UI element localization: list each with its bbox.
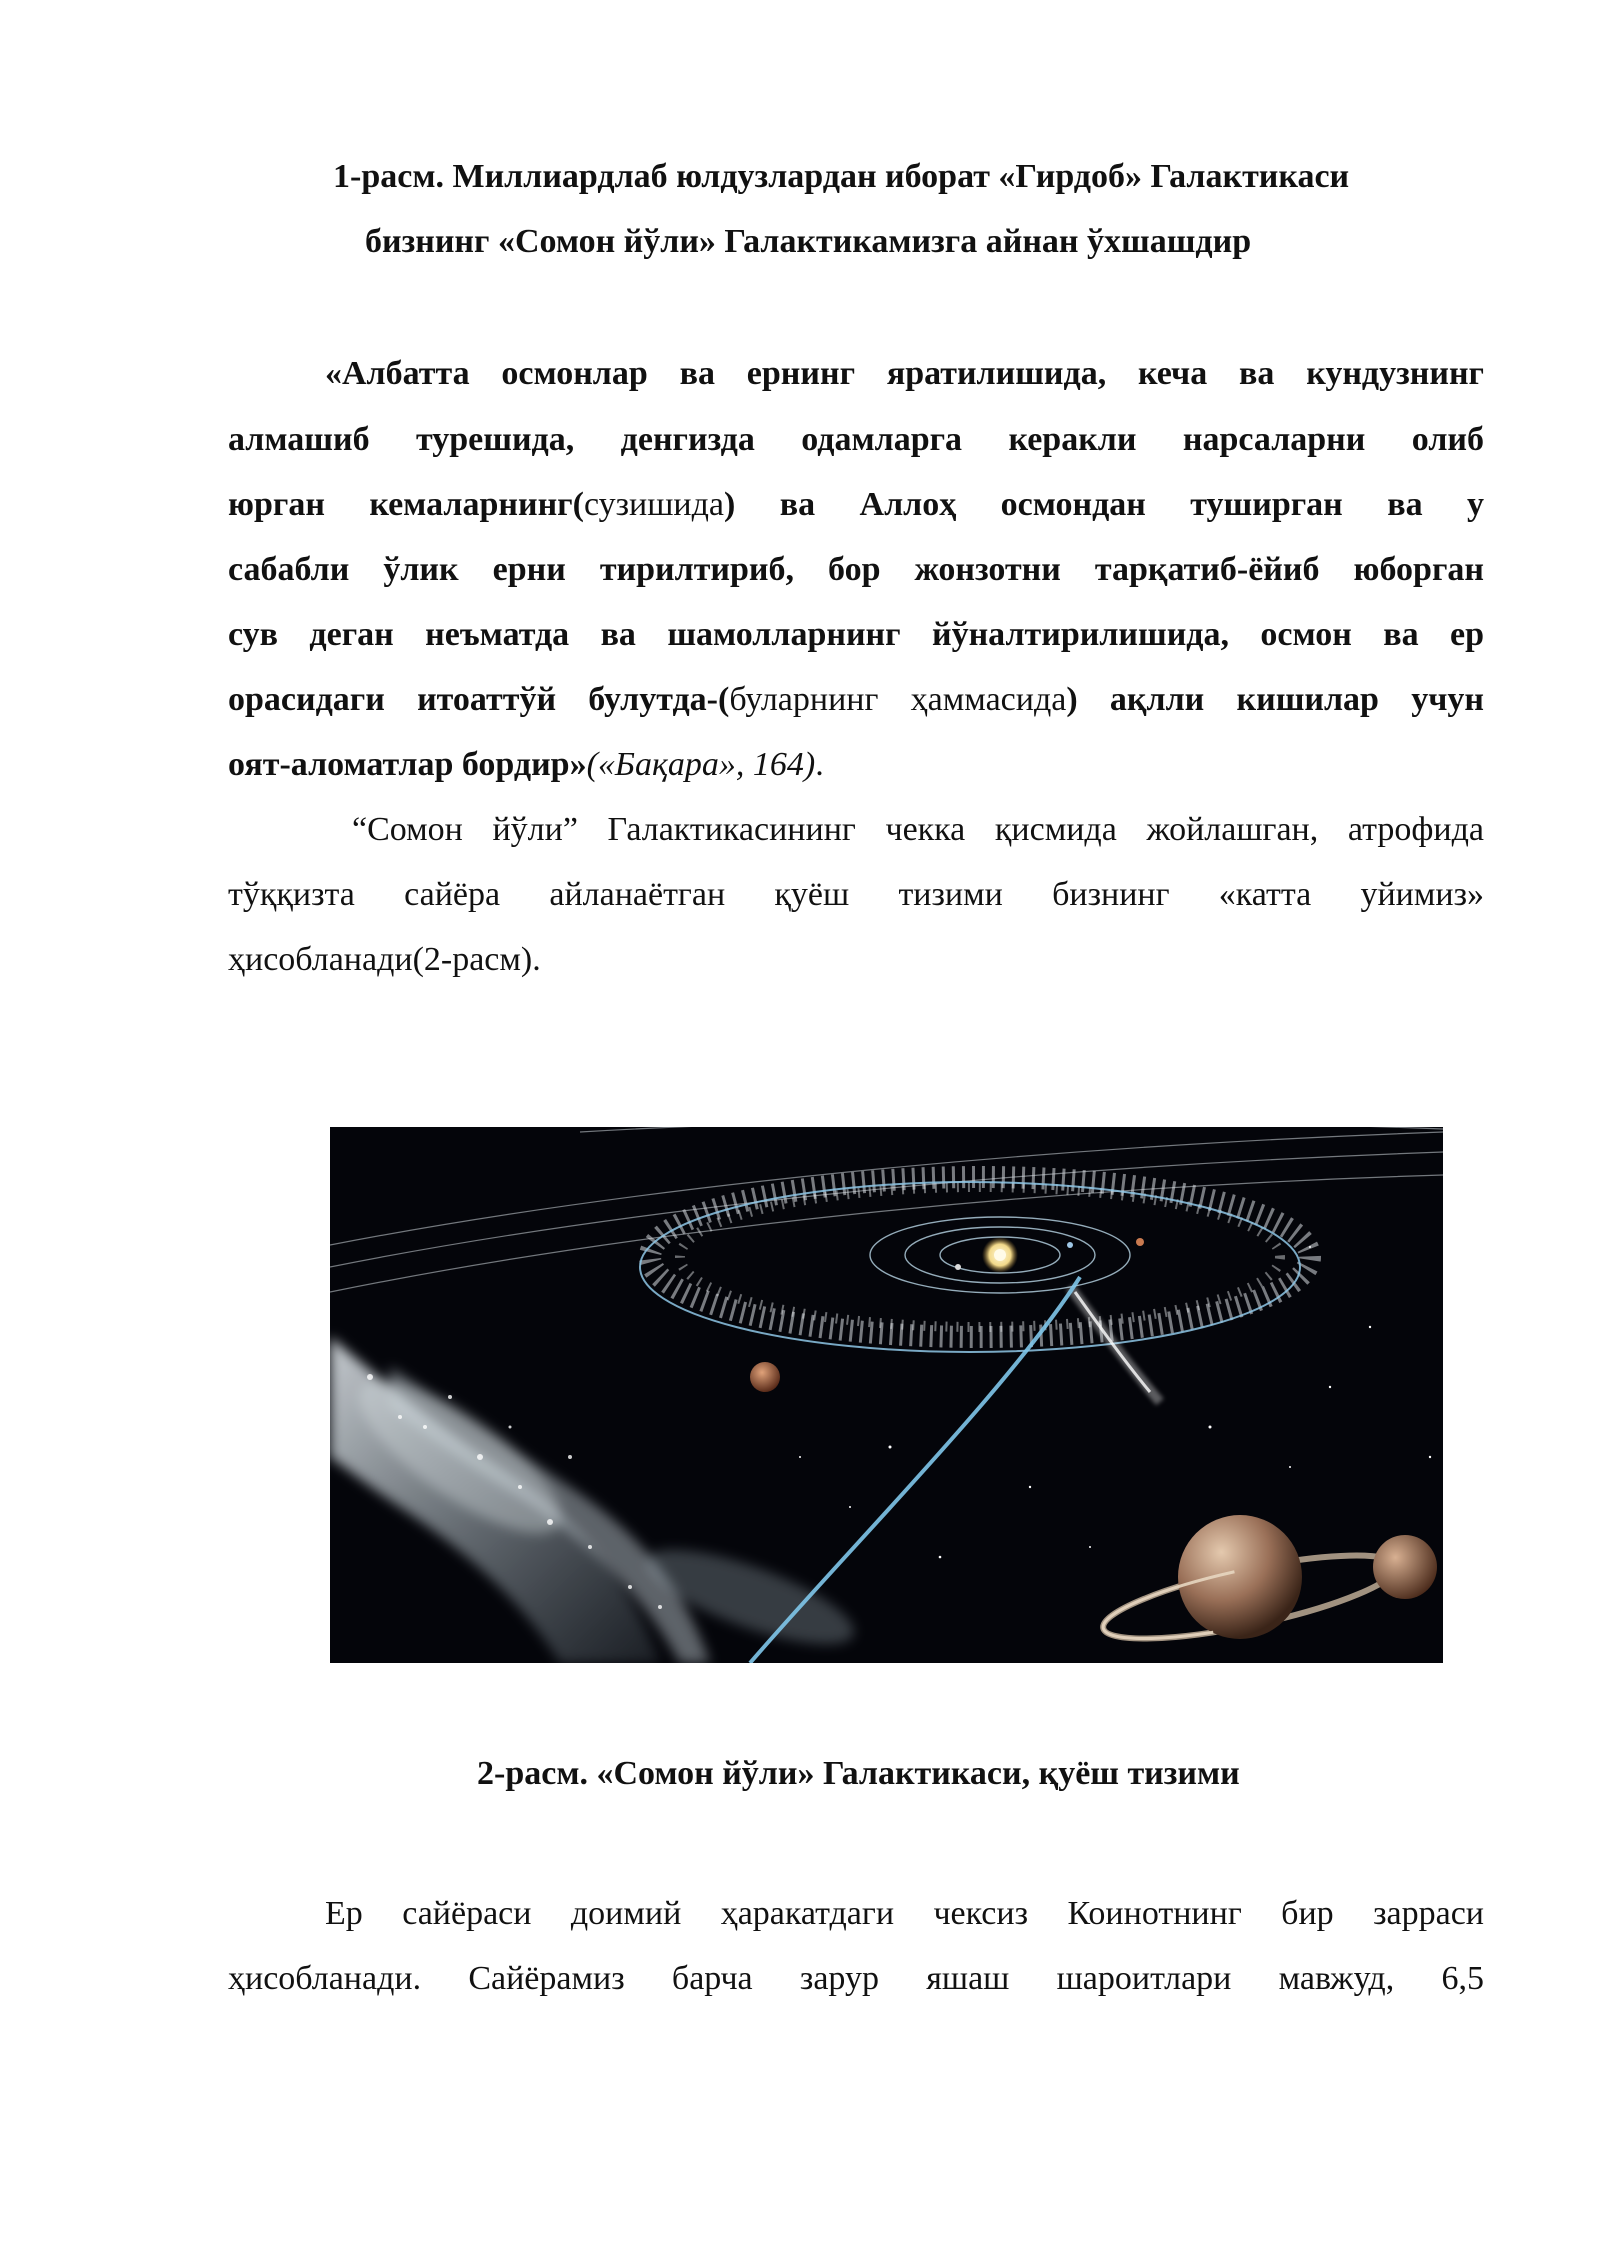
figure1-caption-line2: бизнинг «Сомон йўли» Галактикамизга айнан ўхшашдир <box>365 223 1252 260</box>
solar-system-image <box>330 1127 1443 1663</box>
quote-line-2: алмашиб турешида, денгизда одамларга керакли нарсаларни олиб <box>228 421 1484 458</box>
quote-line-5: сув деган неъматда ва шамолларнинг йўналтирилишида, осмон ва ер <box>228 616 1484 653</box>
figure1-caption-line1: 1-расм. Миллиардлаб юлдузлардан иборат «Гирдоб» Галактикаси <box>333 158 1350 195</box>
para1-line-3: ҳисобланади(2-расм). <box>228 941 541 978</box>
quote-line-7-part-c: . <box>815 746 824 783</box>
solar-system-illustration <box>330 1127 1443 1663</box>
quote-line-3 <box>228 481 1484 529</box>
figure2-caption: 2-расм. «Сомон йўли» Галактикаси, қуёш тизими <box>477 1755 1240 1792</box>
quote-line-6-part-b: буларнинг ҳаммасида <box>729 681 1067 718</box>
para2-line-2: ҳисобланади. Сайёрамиз барча зарур яшаш шароитлари мавжуд, 6,5 <box>228 1960 1484 1997</box>
quote-line-7-part-a: оят-аломатлар бордир» <box>228 746 587 783</box>
quote-line-4: сабабли ўлик ерни тирилтириб, бор жонзотни тарқатиб-ёйиб юборган <box>228 551 1484 588</box>
para1-line-1: “Сомон йўли” Галактикасининг чекка қисмида жойлашган, атрофида <box>352 811 1484 848</box>
quote-line-6 <box>228 676 1484 724</box>
quote-line-3-part-a: юрган кемаларнинг( <box>228 486 584 523</box>
quote-line-3-part-c: ) ва Аллоҳ осмондан туширган ва у <box>723 486 1484 523</box>
quote-line-6-part-a: орасидаги итоаттўй булутда-( <box>228 681 730 718</box>
quote-line-3-part-b: сузишида <box>583 486 724 523</box>
para2-line-1: Ер сайёраси доимий ҳаракатдаги чексиз Коинотнинг бир зарраси <box>325 1895 1484 1932</box>
quote-line-1: «Албатта осмонлар ва ернинг яратилишида, кеча ва кундузнинг <box>325 355 1484 392</box>
quote-line-7 <box>228 741 1484 789</box>
quote-source: («Бақара», 164) <box>586 746 816 783</box>
quote-line-6-part-c: ) ақлли кишилар учун <box>1066 681 1484 718</box>
para1-line-2: тўққизта сайёра айланаётган қуёш тизими бизнинг «катта уйимиз» <box>228 876 1484 913</box>
